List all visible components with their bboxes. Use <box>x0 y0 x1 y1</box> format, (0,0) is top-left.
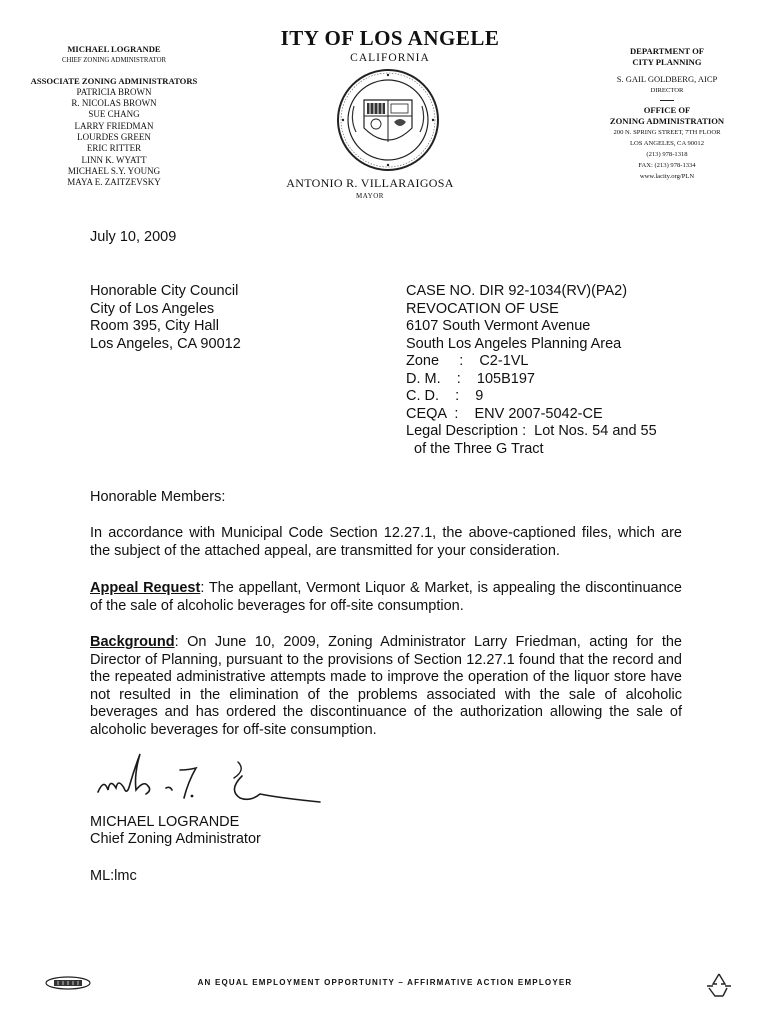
case-block <box>406 283 657 458</box>
office-web: www.lacity.org/PLN <box>639 173 695 180</box>
office-name: ZONING ADMINISTRATION <box>609 116 725 126</box>
recycle-icon <box>705 972 733 998</box>
case-line: Zone : C2-1VL <box>406 353 529 369</box>
reference-initials: ML:lmc <box>90 868 137 884</box>
address-line: Los Angeles, CA 90012 <box>90 335 241 352</box>
office-label: OFFICE OF <box>643 105 691 115</box>
office-phone: (213) 978-1318 <box>646 151 688 158</box>
letterhead-right <box>598 46 736 182</box>
mayor-name: ANTONIO R. VILLARAIGOSA <box>286 176 454 190</box>
case-line: CEQA : ENV 2007-5042-CE <box>406 405 603 422</box>
case-line: 6107 South Vermont Avenue <box>406 318 591 334</box>
office-street: 200 N. SPRING STREET, 7TH FLOOR <box>613 129 721 136</box>
head-name: MICHAEL LOGRANDE <box>67 44 161 54</box>
paragraph-appeal <box>90 580 682 615</box>
signer-name: MICHAEL LOGRANDE <box>90 814 240 830</box>
city-title: ITY OF LOS ANGELE <box>280 26 500 50</box>
state-name: CALIFORNIA <box>350 52 430 64</box>
office-city: LOS ANGELES, CA 90012 <box>629 140 704 147</box>
case-line: CASE NO. DIR 92-1034(RV)(PA2) <box>406 283 628 299</box>
paragraph-intro: In accordance with Municipal Code Section 12.27.1, the above-captioned files, which are the subject of the attached appeal, are transmitted for your consideration. <box>90 525 682 559</box>
divider <box>660 100 674 101</box>
address-line: Room 395, City Hall <box>90 318 219 334</box>
associates-heading: ASSOCIATE ZONING ADMINISTRATORS <box>30 75 198 86</box>
associate-item: LINN K. WYATT <box>81 154 147 165</box>
associate-item: LARRY FRIEDMAN <box>74 120 154 131</box>
signer-title: Chief Zoning Administrator <box>90 831 261 847</box>
associate-item: SUE CHANG <box>88 109 140 120</box>
appeal-label: Appeal Request <box>90 580 201 596</box>
head-title: CHIEF ZONING ADMINISTRATOR <box>61 57 167 65</box>
case-line: C. D. : 9 <box>406 388 484 404</box>
associate-item: ERIC RITTER <box>86 143 142 154</box>
city-seal-icon <box>334 66 442 174</box>
address-line: Honorable City Council <box>90 283 239 299</box>
director-name: S. GAIL GOLDBERG, AICP <box>616 74 718 84</box>
director-title: DIRECTOR <box>650 87 684 94</box>
office-fax: FAX: (213) 978-1334 <box>638 162 696 169</box>
associate-item: MICHAEL S.Y. YOUNG <box>67 165 161 176</box>
mayor-title: MAYOR <box>356 192 384 200</box>
associate-item: LOURDES GREEN <box>77 132 151 143</box>
letterhead-center <box>240 26 540 64</box>
department-label: DEPARTMENT OF <box>629 46 705 56</box>
paragraph-background <box>90 634 682 739</box>
case-line: of the Three G Tract <box>406 440 544 457</box>
associate-item: MAYA E. ZAITZEVSKY <box>67 177 161 188</box>
footer-statement: AN EQUAL EMPLOYMENT OPPORTUNITY – AFFIRMATIVE ACTION EMPLOYER <box>197 978 573 987</box>
letter-date: July 10, 2009 <box>90 229 177 245</box>
recipient-address <box>90 283 241 353</box>
greeting: Honorable Members: <box>90 489 226 505</box>
background-label: Background <box>90 634 175 650</box>
department-name: CITY PLANNING <box>632 57 702 67</box>
address-line: City of Los Angeles <box>90 300 215 317</box>
case-line: South Los Angeles Planning Area <box>406 335 622 352</box>
signature-mark <box>92 752 332 814</box>
case-line: Legal Description : Lot Nos. 54 and 55 <box>406 423 657 439</box>
letterhead-left <box>30 44 198 189</box>
associate-item: R. NICOLAS BROWN <box>71 98 157 109</box>
appeal-text: : The appellant, Vermont Liquor & Market, is appealing the discontinuance of the sale of alcoholic beverages for off-site consumption. <box>90 580 682 614</box>
background-text: : On June 10, 2009, Zoning Administrator Larry Friedman, acting for the Director of Planning, pursuant to the provisions of Section 12.27.1 found that the record and the repeated administrative attempts made to improve the operation of the liquor store have not resulted in the elimination of the problems associated with the sale of alcoholic beverages and has ordered the discontinuance of the authorization allowing the sale of alcoholic beverages for off-site consumption. <box>90 634 682 738</box>
associate-item: PATRICIA BROWN <box>76 86 152 97</box>
case-line: REVOCATION OF USE <box>406 300 559 317</box>
case-line: D. M. : 105B197 <box>406 370 535 387</box>
